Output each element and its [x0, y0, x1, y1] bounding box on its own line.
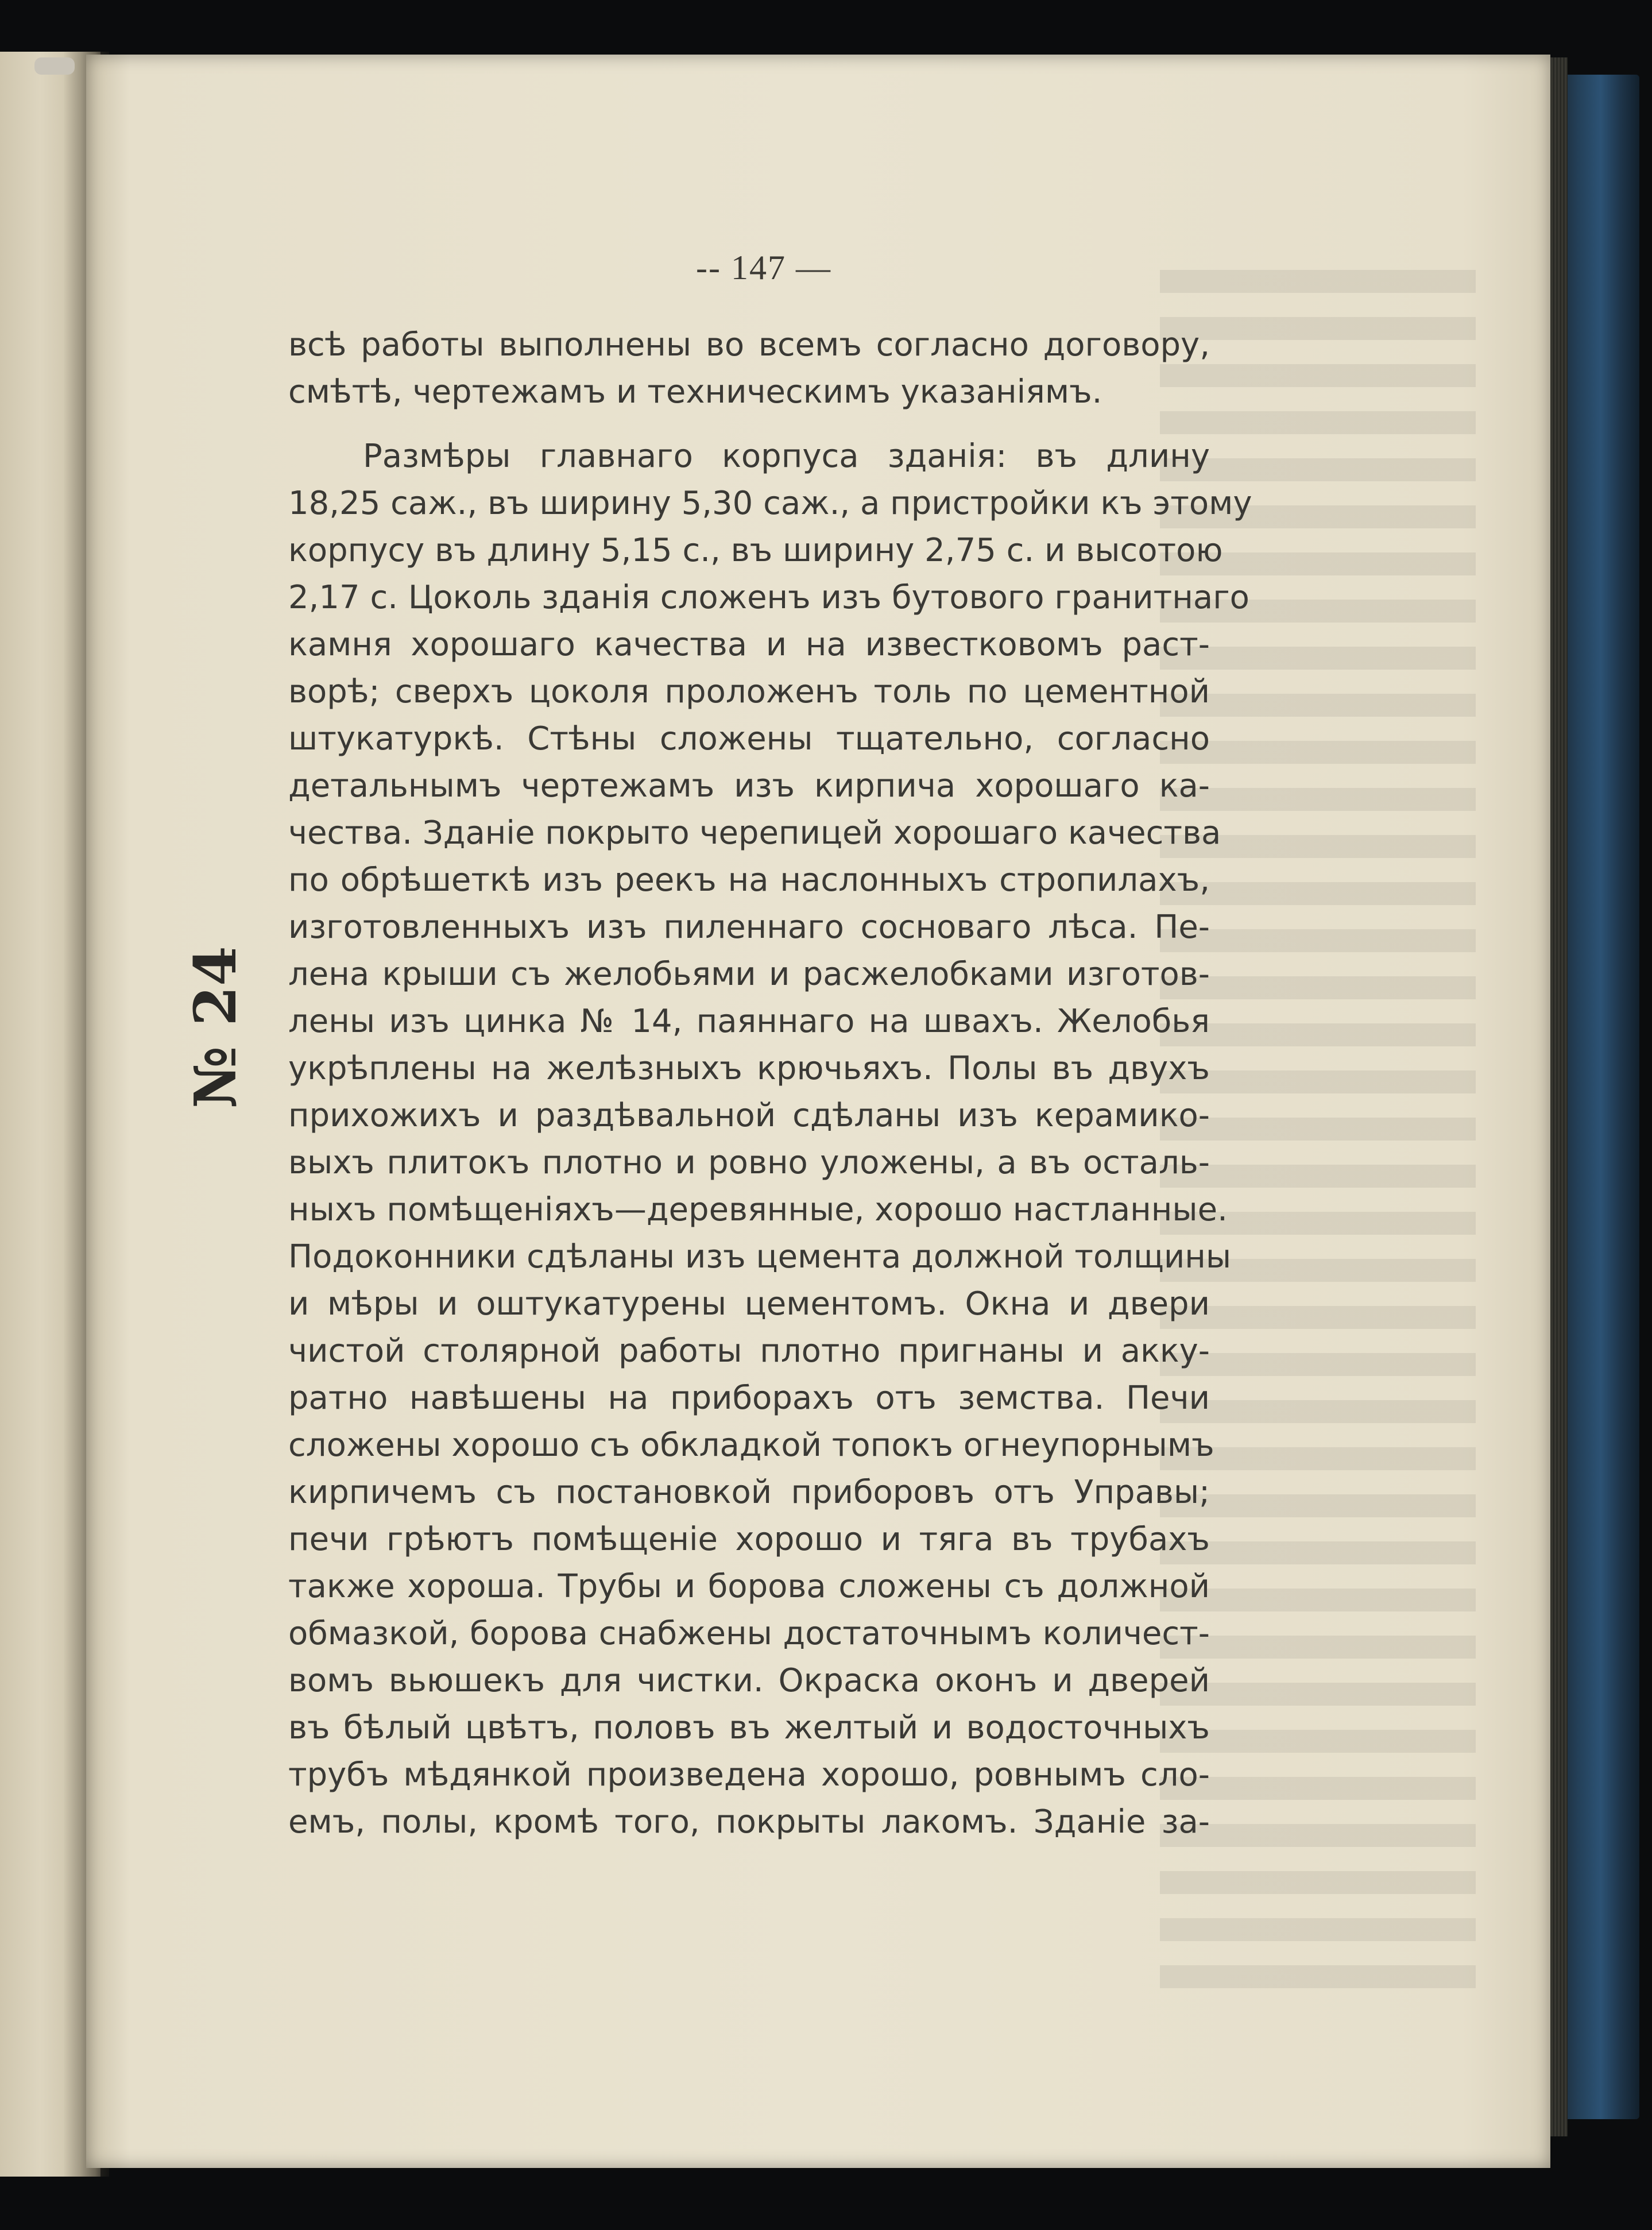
paragraph-gap — [288, 416, 1210, 433]
text-line: изготовленныхъ изъ пиленнаго сосноваго лѣса. Пе- — [288, 909, 1210, 946]
binding-clip — [34, 57, 75, 75]
text-line: ратно навѣшены на приборахъ отъ земства. Печи — [288, 1379, 1210, 1417]
text-line: сложены хорошо съ обкладкой топокъ огнеупорнымъ — [288, 1427, 1214, 1464]
text-line: вомъ вьюшекъ для чистки. Окраска оконъ и дверей — [288, 1662, 1210, 1699]
text-line: 18,25 саж., въ ширину 5,30 саж., а пристройки къ этому — [288, 485, 1252, 522]
text-line: укрѣплены на желѣзныхъ крючьяхъ. Полы въ двухъ — [288, 1050, 1210, 1087]
text-line: чистой столярной работы плотно пригнаны и акку- — [288, 1332, 1210, 1370]
text-line: кирпичемъ съ постановкой приборовъ отъ Управы; — [288, 1474, 1210, 1511]
page-number: -- 147 — — [696, 249, 831, 287]
text-line: и мѣры и оштукатурены цементомъ. Окна и двери — [288, 1285, 1210, 1323]
text-line: обмазкой, борова снабжены достаточнымъ количест- — [288, 1615, 1210, 1652]
text-line: трубъ мѣдянкой произведена хорошо, ровнымъ сло- — [288, 1756, 1210, 1794]
text-line: всѣ работы выполнены во всемъ согласно договору, — [288, 326, 1210, 364]
text-line: емъ, полы, кромѣ того, покрыты лакомъ. Зданіе за- — [288, 1803, 1210, 1841]
text-line: выхъ плитокъ плотно и ровно уложены, а въ осталь- — [288, 1144, 1210, 1181]
text-line: въ бѣлый цвѣтъ, половъ въ желтый и водосточныхъ — [288, 1709, 1210, 1746]
text-line: прихожихъ и раздѣвальной сдѣланы изъ керамико- — [288, 1097, 1210, 1134]
text-line: Подоконники сдѣланы изъ цемента должной толщины — [288, 1238, 1232, 1276]
text-line: ныхъ помѣщеніяхъ—деревянные, хорошо настланные. — [288, 1191, 1228, 1228]
text-line: лена крыши съ желобьями и расжелобками изготов- — [288, 956, 1210, 993]
text-line: детальнымъ чертежамъ изъ кирпича хорошаго ка- — [288, 767, 1210, 805]
text-line: камня хорошаго качества и на известковомъ раст- — [288, 626, 1210, 663]
text-line: ворѣ; сверхъ цоколя проложенъ толь по цементной — [288, 673, 1210, 710]
text-line: штукатуркѣ. Стѣны сложены тщательно, согласно — [288, 720, 1210, 757]
text-line: корпусу въ длину 5,15 с., въ ширину 2,75 с. и высотою — [288, 532, 1223, 569]
text-line: 2,17 с. Цоколь зданія сложенъ изъ бутового гранитнаго — [288, 579, 1249, 616]
text-line: печи грѣютъ помѣщеніе хорошо и тяга въ трубахъ — [288, 1521, 1210, 1558]
text-line: также хороша. Трубы и борова сложены съ должной — [288, 1568, 1210, 1605]
body-text — [288, 322, 1252, 1846]
text-line: чества. Зданіе покрыто черепицей хорошаго качества — [288, 814, 1221, 852]
text-line: Размѣры главнаго корпуса зданія: въ длину — [363, 438, 1210, 475]
text-line: смѣтѣ, чертежамъ и техническимъ указаніямъ. — [288, 373, 1102, 411]
text-line: лены изъ цинка № 14, паяннаго на швахъ. Желобья — [288, 1003, 1210, 1040]
margin-stamp-number: № 24 — [181, 946, 249, 1108]
text-line: по обрѣшеткѣ изъ реекъ на наслонныхъ стропилахъ, — [288, 861, 1210, 899]
